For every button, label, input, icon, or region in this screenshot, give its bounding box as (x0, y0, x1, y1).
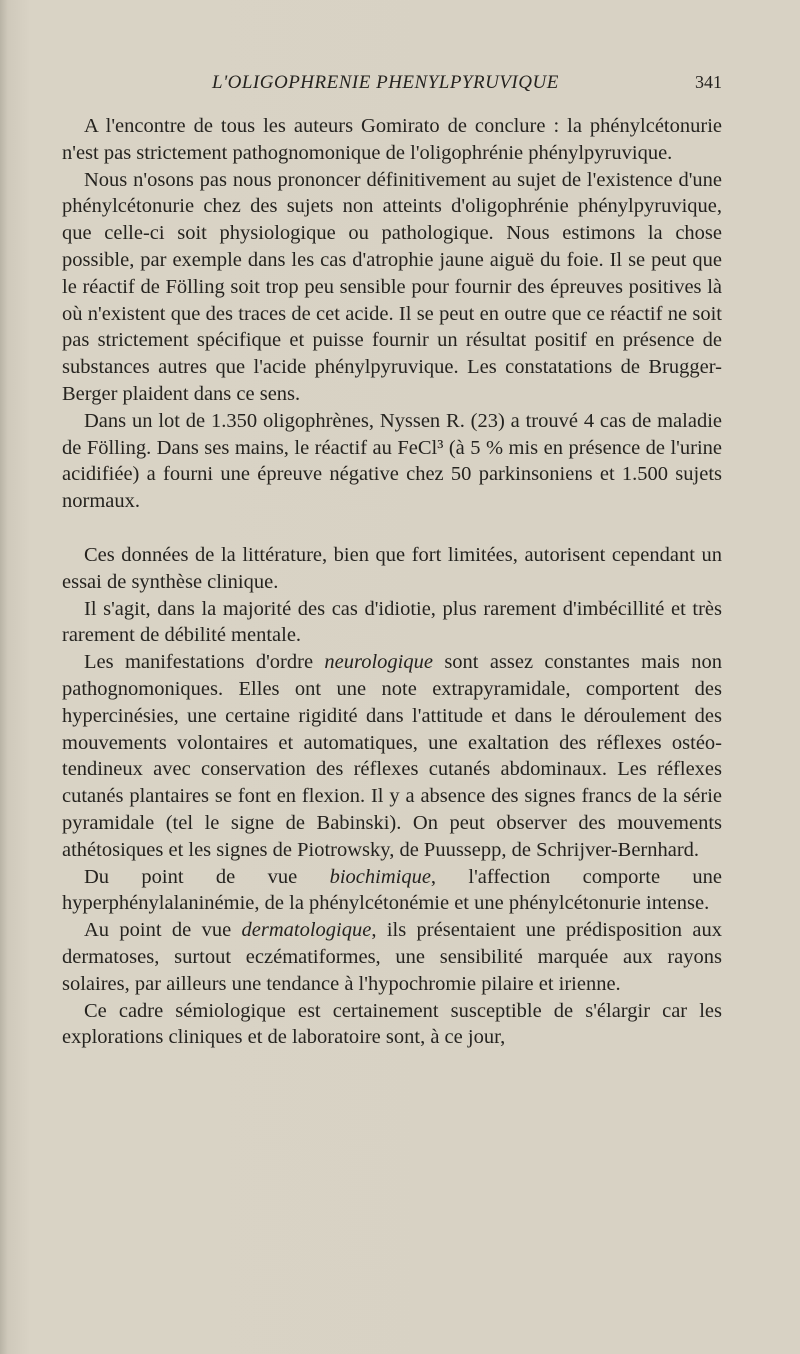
body-text (62, 113, 722, 1051)
paragraph-text: Dans un lot de 1.350 oligophrènes, Nyssen R. (23) a trouvé 4 cas de maladie de Fölling. Dans ses mains, le réactif au FeCl³ (à 5 % mis en présence de l'urine acidifiée) a fourni une épreuve négative chez 50 parkinsoniens et 1.500 sujets normaux. (62, 409, 722, 513)
paragraph (62, 167, 722, 408)
paragraph-text: Nous n'osons pas nous prononcer définitivement au sujet de l'existence d'une phénylcétonurie chez des sujets non atteints d'oligophrénie phénylpyruvique, que celle-ci soit physiologique ou pathologique. Nous estimons la chose possible, par exemple dans les cas d'atrophie jaune aiguë du foie. Il se peut que le réactif de Fölling soit trop peu sensible pour fournir des épreuves positives là où n'existent que des traces de cet acide. Il se peut en outre que ce réactif ne soit pas strictement spécifique et puisse fournir un résultat positif en présence de substances autres que l'acide phénylpyruvique. Les constatations de Brugger-Berger plaident dans ce sens. (62, 168, 722, 405)
paragraph-text: Au point de vue (84, 919, 242, 942)
emphasis-term: neurologique (324, 651, 433, 674)
paragraph (62, 864, 722, 918)
paragraph-text: A l'encontre de tous les auteurs Gomirato de conclure : la phénylcétonurie n'est pas strictement pathognomonique de l'oligophrénie phénylpyruvique. (62, 115, 722, 164)
paragraph (62, 113, 722, 167)
paragraph (62, 998, 722, 1052)
page-header (62, 72, 722, 98)
paragraph (62, 596, 722, 650)
paragraph-text: Les manifestations d'ordre (84, 651, 325, 674)
paragraph-text: sont assez constantes mais non pathognomoniques. Elles ont une note extrapyramidale, comportent des hypercinésies, une certaine rigidité dans l'attitude et dans le déroulement des mouvements volontaires et automatiques, une exaltation des réflexes ostéo-tendineux avec conservation des réflexes cutanés abdominaux. Les réflexes cutanés plantaires se font en flexion. Il y a absence des signes francs de la série pyramidale (tel le signe de Babinski). On peut observer des mouvements athétosiques et les signes de Piotrowsky, de Puussepp, de Schrijver-Bernhard. (62, 651, 722, 861)
paragraph-text: Ce cadre sémiologique est certainement susceptible de s'élargir car les explorations cliniques et de laboratoire sont, à ce jour, (62, 999, 722, 1049)
paragraph (62, 542, 722, 596)
emphasis-term: biochimique (329, 865, 431, 888)
paragraph (62, 649, 722, 863)
paragraph (62, 917, 722, 997)
paragraph-text: , l'affection comporte une hyperphénylalaninémie, de la phénylcétonémie et une phénylcétonurie intense. (62, 865, 722, 915)
page-number: 341 (695, 72, 722, 92)
paragraph-text: , ils présentaient une prédisposition aux dermatoses, surtout eczématiformes, une sensibilité marquée aux rayons solaires, par ailleurs une tendance à l'hypochromie pilaire et irienne. (62, 919, 722, 995)
paragraph-text: Il s'agit, dans la majorité des cas d'idiotie, plus rarement d'imbécillité et très rarement de débilité mentale. (62, 597, 722, 647)
emphasis-term: dermatologique (241, 919, 372, 942)
running-title: L'OLIGOPHRENIE PHENYLPYRUVIQUE (212, 72, 559, 93)
paragraph-text: Ces données de la littérature, bien que fort limitées, autorisent cependant un essai de synthèse clinique. (62, 543, 722, 593)
paragraph (62, 408, 722, 515)
paragraph-text: Du point de vue (84, 865, 330, 888)
